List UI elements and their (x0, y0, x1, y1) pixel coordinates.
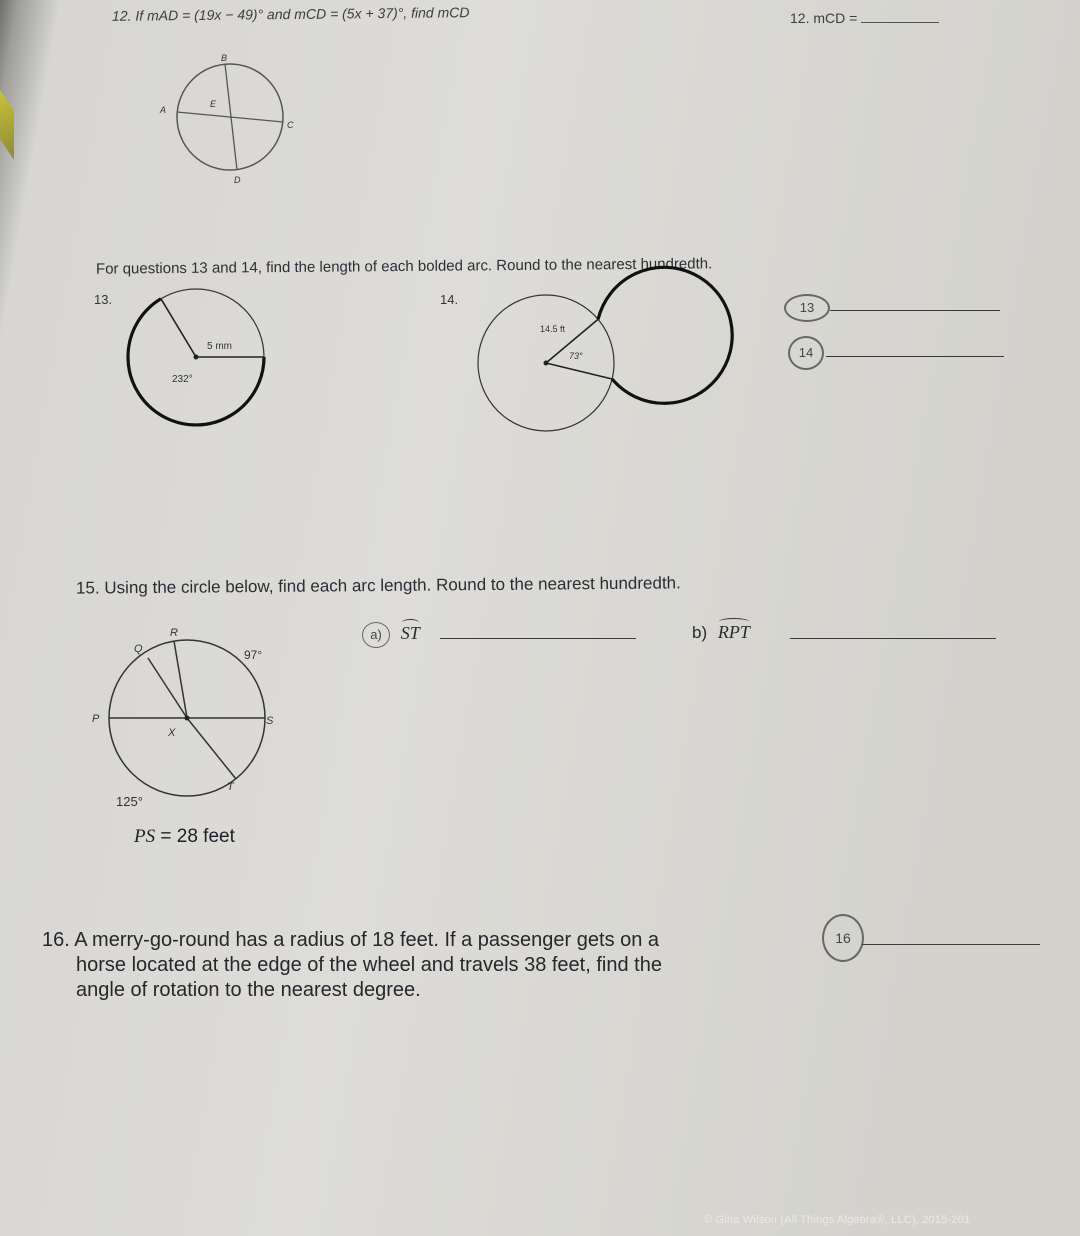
bolded-arc-14 (598, 267, 732, 403)
question-16-text-1: A merry-go-round has a radius of 18 feet. If a passenger gets on a (74, 929, 660, 951)
answer-blank-16[interactable] (862, 944, 1040, 945)
part-b-label: b) (692, 623, 708, 642)
radius-xr (174, 641, 187, 718)
question-12-circle-diagram (160, 55, 310, 185)
arc-st-label: ST (400, 623, 420, 643)
ps-variable: PS (134, 826, 156, 847)
label-d: D (234, 175, 241, 185)
question-16-line-3: angle of rotation to the nearest degree. (76, 979, 421, 1001)
answer-blank-14[interactable] (826, 356, 1004, 357)
part-a (362, 622, 420, 648)
arc-rpt-label: RPT (717, 622, 750, 642)
question-14-number: 14. (440, 292, 459, 307)
label-t: T (227, 781, 234, 793)
label-b: B (221, 53, 228, 63)
label-s: S (266, 715, 274, 727)
label-p: P (92, 713, 100, 725)
center-dot-14 (544, 361, 549, 366)
answer-blank-12[interactable] (861, 22, 939, 23)
answer-blank-15b[interactable] (790, 638, 996, 639)
angle-label-13: 232° (172, 374, 193, 385)
angle-label-14: 73° (569, 351, 583, 361)
label-c: C (287, 120, 294, 130)
answer-blank-15a[interactable] (440, 638, 636, 639)
instructions-13-14: For questions 13 and 14, find the length of each bolded arc. Round to the nearest hundredth. (95, 255, 713, 278)
question-13-number: 13. (94, 292, 113, 307)
label-angle-97: 97° (244, 648, 263, 662)
question-16-line-1 (42, 928, 662, 953)
label-e: E (210, 99, 217, 109)
question-13-circle-diagram (126, 296, 271, 421)
question-12-prompt: 12. If mAD = (19x − 49)° and mCD = (5x + 37)°, find mCD (111, 4, 470, 24)
label-r: R (170, 627, 178, 639)
part-a-label: a) (362, 622, 390, 648)
radius-label-13: 5 mm (207, 341, 232, 352)
question-16-prompt (42, 928, 662, 1003)
question-16-number: 16. (42, 929, 70, 951)
ps-value: = 28 feet (155, 826, 235, 847)
answer-tag-13: 13 (784, 294, 830, 322)
question-12-answer-label (790, 10, 939, 26)
radius-xt (187, 718, 236, 779)
label-x: X (168, 727, 176, 739)
question-15-circle-diagram (90, 628, 290, 818)
question-14-circle-diagram (476, 306, 621, 431)
radius-13a (161, 299, 196, 357)
center-dot-x (185, 716, 190, 721)
radius-xq (148, 658, 187, 718)
answer-label-text: 12. mCD = (790, 10, 858, 26)
label-a: A (160, 105, 167, 115)
radius-label-14: 14.5 ft (540, 324, 566, 334)
answer-blank-13[interactable] (830, 310, 1000, 311)
label-q: Q (134, 643, 143, 655)
background-object (0, 90, 14, 160)
answer-tag-16: 16 (822, 914, 864, 962)
question-15-prompt: 15. Using the circle below, find each arc length. Round to the nearest hundredth. (75, 573, 681, 598)
center-dot-13 (194, 355, 199, 360)
radius-14b (546, 363, 612, 379)
ps-given (134, 826, 235, 848)
bolded-arc-13 (128, 299, 264, 425)
question-16-line-2: horse located at the edge of the wheel and travels 38 feet, find the (76, 954, 662, 976)
copyright-footer: © Gina Wilson (All Things Algebra®, LLC), 2015-201 (704, 1214, 971, 1226)
label-angle-125: 125° (116, 794, 143, 809)
answer-tag-14: 14 (788, 336, 824, 370)
part-b (692, 622, 750, 643)
